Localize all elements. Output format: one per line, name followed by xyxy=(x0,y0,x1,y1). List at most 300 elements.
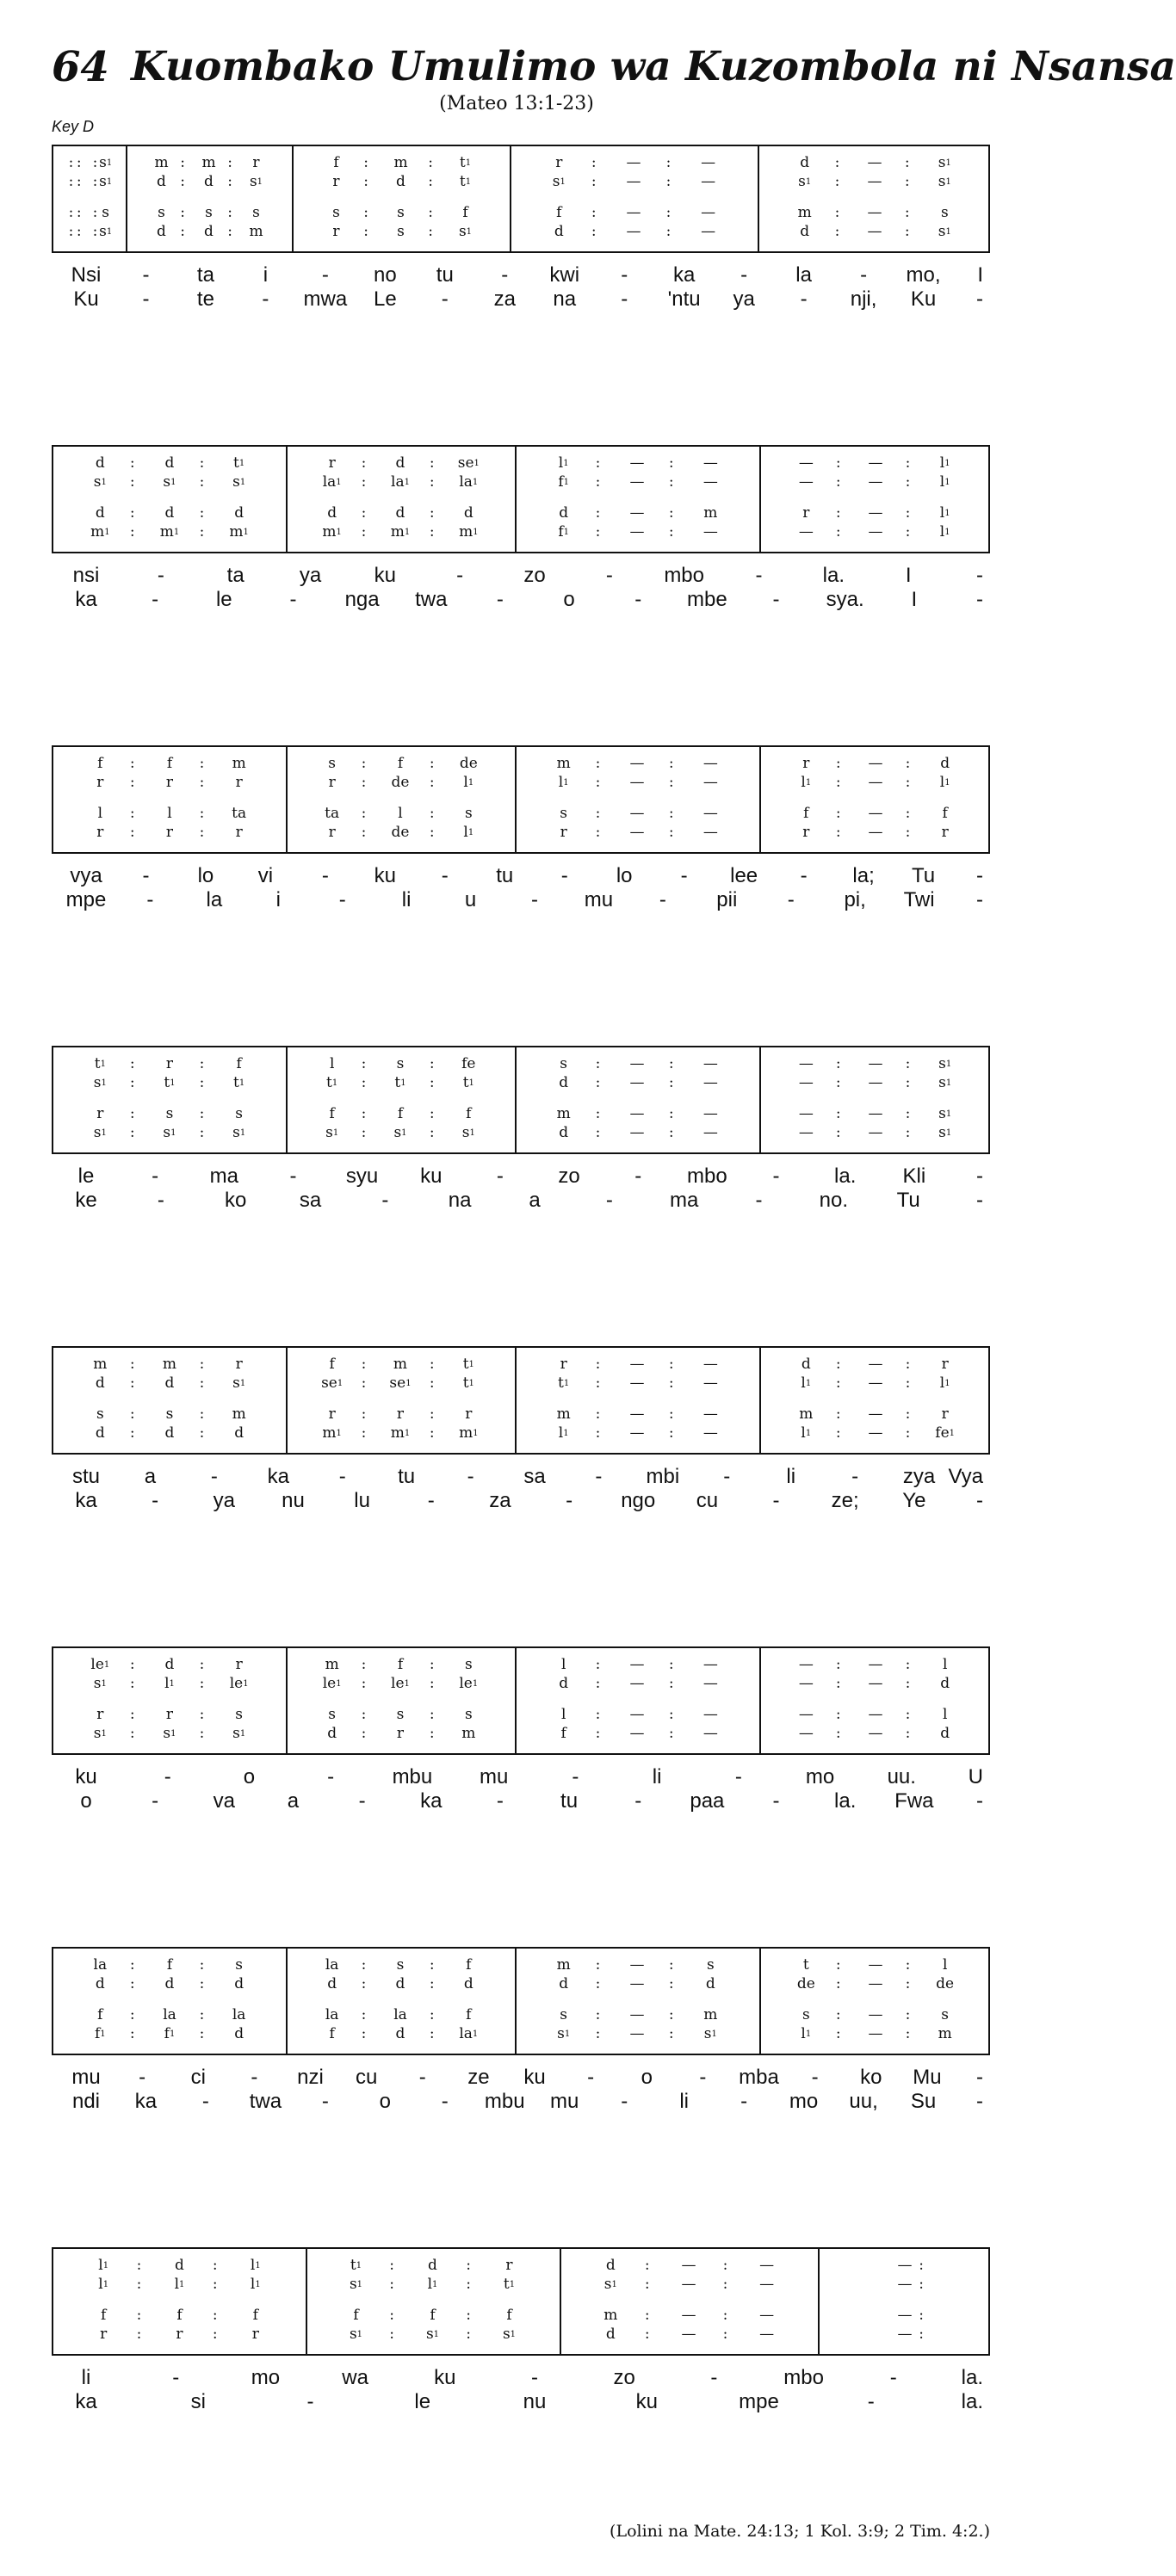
lyric-syllable: za xyxy=(493,287,516,311)
syllable-hyphen: - xyxy=(441,287,449,311)
music-system xyxy=(52,1346,990,1455)
note-cell: — xyxy=(629,1105,645,1122)
measure: r : d : se 1 xyxy=(286,454,515,473)
measure: d : — : s 1 xyxy=(758,153,992,172)
note-cell: — xyxy=(868,824,883,841)
lyric-syllable: ya xyxy=(299,564,322,587)
lyric-syllable: ta xyxy=(226,564,244,587)
note-cell: r xyxy=(100,2326,108,2343)
syllable-hyphen: - xyxy=(427,1489,435,1512)
lyric-syllable: ka xyxy=(75,1489,97,1512)
measure: r : — : r xyxy=(759,823,992,842)
lyric-syllable: mbo xyxy=(783,2366,824,2389)
lyric-syllable: ze xyxy=(467,2066,490,2089)
note-cell: s 1 xyxy=(703,2025,717,2042)
note-cell: d xyxy=(801,1356,811,1373)
lyric-syllable: pii xyxy=(716,888,738,911)
measure: r : d : t 1 xyxy=(292,172,510,191)
lyric-syllable: ya xyxy=(213,1489,235,1512)
voice-row xyxy=(53,2325,988,2344)
measure: d : — : d xyxy=(515,1974,759,1993)
note-cell: — xyxy=(681,2276,696,2293)
note-cell: l xyxy=(942,1706,948,1723)
measure: l 1 : — : l 1 xyxy=(759,1374,992,1393)
measure: r : r : r xyxy=(53,823,286,842)
measure: s 1 : — : s 1 xyxy=(515,2024,759,2043)
syllable-hyphen: - xyxy=(605,564,613,587)
note-cell: se 1 xyxy=(457,454,480,472)
syllable-hyphen: - xyxy=(634,1789,642,1813)
measure: r : s : s 1 xyxy=(292,222,510,241)
note-cell: s xyxy=(165,1405,174,1423)
note-cell: d xyxy=(395,1975,405,1992)
syllable-hyphen: - xyxy=(531,888,538,911)
note-cell: s xyxy=(560,1055,568,1072)
note-cell: — xyxy=(868,1725,883,1742)
note-cell: r xyxy=(505,2257,513,2274)
note-cell: l 1 xyxy=(174,2276,185,2293)
note-cell: l 1 xyxy=(250,2276,261,2293)
note-cell: m xyxy=(799,1405,814,1423)
note-cell: l 1 xyxy=(801,2025,812,2042)
lyric-syllable: mu xyxy=(584,888,614,911)
lyric-line xyxy=(52,1189,990,1213)
measure: s : s : m xyxy=(53,1405,286,1424)
syllable-hyphen: - xyxy=(381,1189,389,1212)
note-cell: d xyxy=(327,1975,337,1992)
measure: t 1 : t 1 : t 1 xyxy=(286,1073,515,1092)
note-cell: la xyxy=(325,2006,339,2023)
lyric-syllable: ka xyxy=(267,1465,289,1488)
note-cell: de xyxy=(936,1975,955,1992)
note-cell: f 1 xyxy=(94,2025,106,2042)
lyric-syllable: ka xyxy=(420,1789,443,1813)
note-cell: s 1 xyxy=(557,2025,571,2042)
measure: la : f : s xyxy=(53,1955,286,1974)
note-cell: t 1 xyxy=(233,1074,245,1091)
note-cell: le 1 xyxy=(459,1675,479,1692)
measure: f : f : f xyxy=(306,2306,560,2325)
note-cell: f xyxy=(329,2025,335,2042)
note-cell: — xyxy=(629,824,645,841)
note-cell: r xyxy=(396,1725,405,1742)
note-cell: m xyxy=(556,755,571,772)
note-cell: s 1 xyxy=(425,2326,440,2343)
note-cell: m xyxy=(461,1725,476,1742)
measure: : : s 1 : xyxy=(68,173,113,190)
syllable-hyphen: - xyxy=(734,1765,742,1788)
lyric-syllable: Ku xyxy=(910,287,937,311)
note-cell: r xyxy=(332,173,340,190)
note-cell: s 1 xyxy=(232,473,246,491)
voice-row xyxy=(53,522,988,541)
music-system xyxy=(52,1646,990,1755)
note-cell: — xyxy=(703,523,718,541)
note-cell: s xyxy=(706,1956,715,1974)
measure: d : d : s 1 xyxy=(53,1374,286,1393)
note-cell: m xyxy=(938,2025,952,2042)
note-cell: — xyxy=(868,1706,883,1723)
note-cell: — xyxy=(681,2307,696,2324)
lyric-syllable: na xyxy=(448,1189,472,1212)
note-cell: s 1 xyxy=(93,1675,107,1692)
note-cell: — xyxy=(798,1124,814,1141)
syllable-hyphen: - xyxy=(976,864,983,887)
syllable-hyphen: - xyxy=(976,1189,983,1212)
note-cell: se 1 xyxy=(321,1374,344,1392)
measure: s 1 : — : — xyxy=(510,172,758,191)
note-cell: s xyxy=(235,1956,244,1974)
measure: m 1 : m 1 : m 1 xyxy=(286,1424,515,1442)
note-cell: l 1 xyxy=(939,473,950,491)
measure: d : — : r xyxy=(759,1355,992,1374)
voice-row xyxy=(53,2306,988,2325)
note-cell: f xyxy=(397,1105,404,1122)
hymn-header xyxy=(52,43,1176,95)
lyric-syllable: Tu xyxy=(896,1189,920,1212)
lyric-syllable: mpe xyxy=(739,2390,779,2413)
note-cell: r xyxy=(235,1356,243,1373)
note-cell: m xyxy=(556,1405,571,1423)
syllable-hyphen: - xyxy=(976,564,983,587)
measure: f : — : — xyxy=(515,1724,759,1743)
note-cell: s 1 xyxy=(93,1725,107,1742)
lyric-syllable: ku xyxy=(434,2366,456,2389)
measure: — : xyxy=(897,2326,925,2343)
lyric-syllable: lu xyxy=(354,1489,370,1512)
note-cell: r xyxy=(235,1656,243,1673)
measure: — : — : l 1 xyxy=(759,454,992,473)
note-cell: s xyxy=(332,204,340,221)
note-cell: — xyxy=(629,755,645,772)
lyric-syllable: vi xyxy=(257,864,274,887)
note-cell: — xyxy=(868,774,883,791)
measure: l 1 : l 1 : l 1 xyxy=(53,2275,306,2294)
note-cell: r xyxy=(802,824,810,841)
lyric-syllable: la. xyxy=(961,2366,983,2389)
note-cell: — xyxy=(703,1055,718,1072)
voice-row xyxy=(53,1974,988,1993)
lyric-syllable: nu xyxy=(523,2390,547,2413)
lyric-syllable: mo xyxy=(251,2366,281,2389)
measure: — : — : s 1 xyxy=(759,1123,992,1142)
note-cell: d xyxy=(800,154,810,171)
note-cell: le 1 xyxy=(322,1675,342,1692)
lyric-syllable: mo xyxy=(789,2090,819,2113)
lyric-syllable: no xyxy=(373,263,397,287)
note-cell: d xyxy=(559,1074,569,1091)
syllable-hyphen: - xyxy=(740,2090,748,2113)
measure: m : m : r xyxy=(126,153,292,172)
lyric-syllable: o xyxy=(563,588,575,611)
lyric-syllable: i xyxy=(263,263,269,287)
note-cell: s 1 xyxy=(163,1124,176,1141)
lyric-line xyxy=(52,2366,990,2390)
note-cell: r xyxy=(328,774,336,791)
note-cell: — xyxy=(701,223,716,240)
lyric-syllable: pi, xyxy=(844,888,866,911)
lyric-syllable: te xyxy=(196,287,214,311)
syllable-hyphen: - xyxy=(289,1164,297,1188)
note-cell: — xyxy=(629,2025,645,2042)
note-cell: s xyxy=(464,805,473,822)
measure: f : m : t 1 xyxy=(292,153,510,172)
lyric-syllable: ku xyxy=(635,2390,658,2413)
measure: s 1 : s 1 : s 1 xyxy=(53,1123,286,1142)
note-cell: — xyxy=(868,1055,883,1072)
note-cell: r xyxy=(328,454,336,472)
measure: s 1 : s 1 : s 1 xyxy=(306,2325,560,2344)
note-cell: f xyxy=(353,2307,359,2324)
measure: l : l : ta xyxy=(53,804,286,823)
lyric-syllable: ya xyxy=(733,287,755,311)
note-cell: m 1 xyxy=(390,1424,411,1442)
note-cell: — xyxy=(868,454,883,472)
note-cell: la 1 xyxy=(459,2025,479,2042)
note-cell: s 1 xyxy=(938,1055,952,1072)
note-cell: s 1 xyxy=(325,1124,339,1141)
note-cell: f xyxy=(397,755,404,772)
note-cell: — xyxy=(703,1706,718,1723)
note-cell: la 1 xyxy=(391,473,410,491)
measure: r : de : l 1 xyxy=(286,823,515,842)
note-cell: — xyxy=(798,1055,814,1072)
lyric-syllable: zo xyxy=(558,1164,580,1188)
measure: — : — : l xyxy=(759,1705,992,1724)
lyric-line xyxy=(52,1164,990,1189)
note-cell: — xyxy=(897,2307,913,2324)
lyric-syllable: lee xyxy=(730,864,758,887)
note-cell: r xyxy=(176,2326,183,2343)
lyric-syllable: tu xyxy=(560,1789,579,1813)
note-cell: — xyxy=(629,1424,645,1442)
lyric-syllable: Le xyxy=(373,287,397,311)
note-cell: f xyxy=(556,204,562,221)
note-cell: s xyxy=(560,805,568,822)
note-cell: d xyxy=(204,173,214,190)
note-cell: l xyxy=(398,805,403,822)
note-cell: — xyxy=(868,1356,883,1373)
note-cell: — xyxy=(626,204,641,221)
note-cell: l 1 xyxy=(250,2257,261,2274)
note-cell: d xyxy=(234,504,244,522)
note-cell: s xyxy=(235,1706,244,1723)
lyric-syllable: no. xyxy=(819,1189,849,1212)
lyric-syllable: Nsi xyxy=(71,263,102,287)
measure: le 1 : le 1 : le 1 xyxy=(286,1674,515,1693)
note-cell: la 1 xyxy=(322,473,342,491)
lyric-syllable: lo xyxy=(197,864,214,887)
note-cell: f xyxy=(97,755,103,772)
measure: — : — : s 1 xyxy=(759,1104,992,1123)
measure: m : f : s xyxy=(286,1655,515,1674)
note-cell: de xyxy=(459,755,478,772)
measure: d : d : d xyxy=(53,1424,286,1442)
measure: s : s : s xyxy=(286,1705,515,1724)
measure: t 1 : d : r xyxy=(306,2256,560,2275)
note-cell: m 1 xyxy=(390,523,411,541)
note-cell: s xyxy=(205,204,213,221)
note-cell: m xyxy=(393,154,408,171)
lyric-syllable: uu, xyxy=(849,2090,878,2113)
voice-row xyxy=(53,1674,988,1693)
note-cell: f xyxy=(329,1356,335,1373)
note-cell: l xyxy=(329,1055,335,1072)
note-cell: t xyxy=(802,1956,809,1974)
note-cell: la xyxy=(393,2006,407,2023)
note-cell: d xyxy=(327,1725,337,1742)
note-cell: l xyxy=(942,1956,948,1974)
lyric-syllable: o xyxy=(80,1789,92,1813)
note-cell: de xyxy=(796,1975,815,1992)
note-cell: m xyxy=(603,2307,618,2324)
measure: — : — : s 1 xyxy=(759,1073,992,1092)
note-cell: — xyxy=(703,1424,718,1442)
measure: f : f : f xyxy=(286,1104,515,1123)
syllable-hyphen: - xyxy=(976,1489,983,1512)
note-cell: — xyxy=(868,473,883,491)
note-cell: m xyxy=(797,204,812,221)
note-cell: f xyxy=(176,2307,183,2324)
syllable-hyphen: - xyxy=(157,1189,164,1212)
note-cell: t 1 xyxy=(462,1374,474,1392)
note-cell: d xyxy=(559,1675,569,1692)
note-cell: r xyxy=(802,755,810,772)
note-cell: f xyxy=(430,2307,436,2324)
syllable-hyphen: - xyxy=(811,2066,819,2089)
measure: d : — : — xyxy=(515,1073,759,1092)
measure: r : — : — xyxy=(510,153,758,172)
syllable-hyphen: - xyxy=(321,864,329,887)
voice-row xyxy=(53,754,988,773)
syllable-hyphen: - xyxy=(251,2066,258,2089)
note-cell: d xyxy=(234,1424,244,1442)
measure: l : — : — xyxy=(515,1655,759,1674)
note-cell: r xyxy=(235,824,243,841)
note-cell: d xyxy=(175,2257,184,2274)
note-cell: — xyxy=(798,1656,814,1673)
lyric-syllable: la. xyxy=(834,1164,857,1188)
measure: t : — : l xyxy=(759,1955,992,1974)
lyric-syllable: ka xyxy=(134,2090,158,2113)
measure: s : s : s xyxy=(126,203,292,222)
lyric-syllable: Twi xyxy=(903,888,935,911)
hymn-title: Kuombako Umulimo wa Kuzombola ni Nsansa xyxy=(131,43,1176,90)
measure: s 1 : t 1 : t 1 xyxy=(53,1073,286,1092)
measure: d : — : — xyxy=(515,1674,759,1693)
note-cell: — xyxy=(703,1405,718,1423)
voice-row xyxy=(53,222,988,241)
note-cell: f xyxy=(166,755,173,772)
note-cell: — xyxy=(759,2307,775,2324)
note-cell: — xyxy=(867,173,882,190)
syllable-hyphen: - xyxy=(976,287,983,311)
note-cell: fe 1 xyxy=(935,1424,956,1442)
lyric-syllable: li xyxy=(679,2090,689,2113)
note-cell: t 1 xyxy=(462,1074,474,1091)
measure: r : — : — xyxy=(515,823,759,842)
syllable-hyphen: - xyxy=(441,864,449,887)
syllable-hyphen: - xyxy=(418,2066,426,2089)
note-cell: r xyxy=(560,1356,567,1373)
measure: s 1 : l 1 : le 1 xyxy=(53,1674,286,1693)
lyric-syllable: mo, xyxy=(906,263,941,287)
syllable-hyphen: - xyxy=(496,1164,504,1188)
note-cell: t 1 xyxy=(462,1356,474,1373)
note-cell: m xyxy=(325,1656,339,1673)
syllable-hyphen: - xyxy=(289,588,297,611)
lyric-syllable: si xyxy=(190,2390,206,2413)
syllable-hyphen: - xyxy=(659,888,666,911)
footnote: (Lolini na Mate. 24:13; 1 Kol. 3:9; 2 Tim. 4:2.) xyxy=(610,2522,990,2541)
note-cell: d xyxy=(234,1975,244,1992)
lyric-syllable: ma xyxy=(669,1189,699,1212)
voice-row xyxy=(53,2024,988,2043)
syllable-hyphen: - xyxy=(740,263,748,287)
lyric-syllable: ku xyxy=(374,564,397,587)
note-cell: l 1 xyxy=(98,2276,109,2293)
voice-row xyxy=(53,804,988,823)
note-cell: — xyxy=(703,454,718,472)
measure: l 1 : — : — xyxy=(515,1424,759,1442)
measure: se 1 : se 1 : t 1 xyxy=(286,1374,515,1393)
note-cell: — xyxy=(629,1706,645,1723)
measure: m : — : — xyxy=(515,1405,759,1424)
lyric-syllable: cu xyxy=(696,1489,719,1512)
measure: f 1 : — : — xyxy=(515,473,759,491)
note-cell: — xyxy=(868,2006,883,2023)
note-cell: s 1 xyxy=(461,1124,475,1141)
lyric-line xyxy=(52,1789,990,1813)
voice-row xyxy=(53,1374,988,1393)
lyric-syllable: mbo xyxy=(664,564,704,587)
lyric-syllable: le xyxy=(215,588,232,611)
syllable-hyphen: - xyxy=(210,1465,218,1488)
note-cell: f xyxy=(462,204,468,221)
note-cell: r xyxy=(465,1405,473,1423)
lyric-syllable: sa xyxy=(299,1189,322,1212)
note-cell: t 1 xyxy=(503,2276,516,2293)
note-cell: m 1 xyxy=(322,523,342,541)
lyric-syllable: a xyxy=(144,1465,157,1488)
note-cell: f xyxy=(942,805,948,822)
note-cell: — xyxy=(759,2276,775,2293)
syllable-hyphen: - xyxy=(572,1765,579,1788)
note-cell: la 1 xyxy=(459,473,479,491)
syllable-hyphen: - xyxy=(306,2390,314,2413)
note-cell: s 1 xyxy=(93,1074,107,1091)
syllable-hyphen: - xyxy=(566,1489,573,1512)
note-cell: m 1 xyxy=(90,523,110,541)
lyric-syllable: twa xyxy=(249,2090,282,2113)
note-cell: — xyxy=(798,473,814,491)
lyric-syllable: ka xyxy=(672,263,696,287)
note-cell: s xyxy=(464,1656,473,1673)
lyric-syllable: mbu xyxy=(484,2090,525,2113)
note-cell: r xyxy=(941,824,949,841)
music-system xyxy=(52,445,990,553)
lyric-line xyxy=(52,564,990,588)
syllable-hyphen: - xyxy=(634,588,642,611)
lyric-syllable: la. xyxy=(961,2390,983,2413)
lyric-syllable: sa xyxy=(523,1465,546,1488)
note-cell: l 1 xyxy=(939,1374,950,1392)
measure: r : — : d xyxy=(759,754,992,773)
note-cell: s 1 xyxy=(552,173,566,190)
measure: s : s : f xyxy=(292,203,510,222)
measure: s : — : s xyxy=(759,2005,992,2024)
note-cell: t 1 xyxy=(459,173,472,190)
